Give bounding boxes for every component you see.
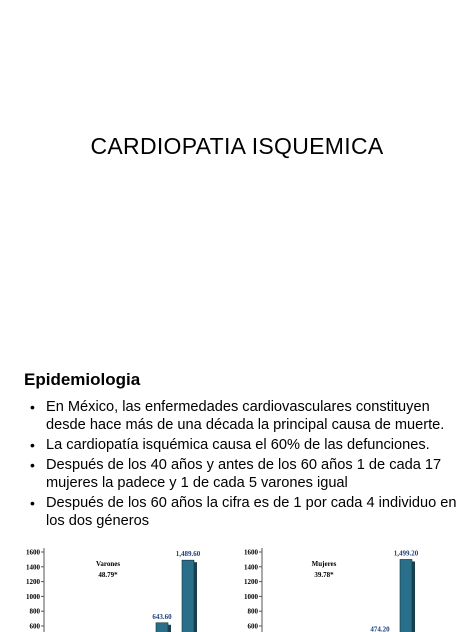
bar-chart-varones [22, 544, 232, 632]
bullet-text: En México, las enfermedades cardiovasculares constituyen desde hace más de una década la principal causa de muerte. [46, 399, 445, 433]
bullet-text: Después de los 40 años y antes de los 60 años 1 de cada 17 mujeres la padece y 1 de cada 5 varones igual [46, 457, 442, 491]
group-label: Varones [95, 560, 121, 568]
bullet-text: Después de los 60 años la cifra es de 1 por cada 4 individuo en los dos géneros [46, 495, 457, 529]
group-value: 39.78* [314, 571, 334, 579]
group-label: Mujeres [311, 560, 337, 568]
y-tick-label: 1400 [26, 563, 40, 572]
y-tick-label: 800 [29, 607, 40, 616]
y-tick-label: 1600 [26, 548, 40, 557]
bar-value-label: 1,489.60 [175, 550, 201, 559]
chart-varones [22, 544, 232, 632]
y-tick-label: 1000 [244, 592, 258, 601]
chart-mujeres [240, 544, 450, 632]
bullet-item [24, 436, 464, 454]
y-tick-label: 1200 [244, 578, 258, 587]
bullet-item [24, 398, 464, 434]
bar [182, 560, 194, 632]
bar [156, 623, 168, 632]
bullet-item [24, 456, 464, 492]
y-tick-label: 800 [247, 607, 258, 616]
y-tick-label: 1600 [244, 548, 258, 557]
section-heading: Epidemiologia [24, 370, 141, 389]
bar-value-label: 1,499.20 [393, 549, 419, 558]
bar-value-label: 474.20 [370, 625, 390, 632]
y-tick-label: 1400 [244, 563, 258, 572]
bullet-icon: • [30, 457, 35, 473]
bullet-text: La cardiopatía isquémica causa el 60% de las defunciones. [46, 437, 430, 453]
bar [400, 559, 412, 632]
y-tick-label: 1000 [26, 592, 40, 601]
slide-title: CARDIOPATIA ISQUEMICA [90, 133, 384, 159]
y-tick-label: 600 [247, 622, 258, 631]
bar-shadow [194, 562, 197, 632]
y-tick-label: 1200 [26, 578, 40, 587]
bullet-icon: • [30, 437, 35, 453]
bullet-list [24, 398, 464, 532]
group-value: 48.79* [98, 571, 118, 579]
bullet-icon: • [30, 399, 35, 415]
bar-value-label: 643.60 [152, 612, 172, 621]
bullet-item [24, 494, 464, 530]
bullet-icon: • [30, 495, 35, 511]
bar-shadow [412, 561, 415, 632]
bar-chart-mujeres [240, 544, 450, 632]
bar-shadow [168, 625, 171, 632]
y-tick-label: 600 [29, 622, 40, 631]
